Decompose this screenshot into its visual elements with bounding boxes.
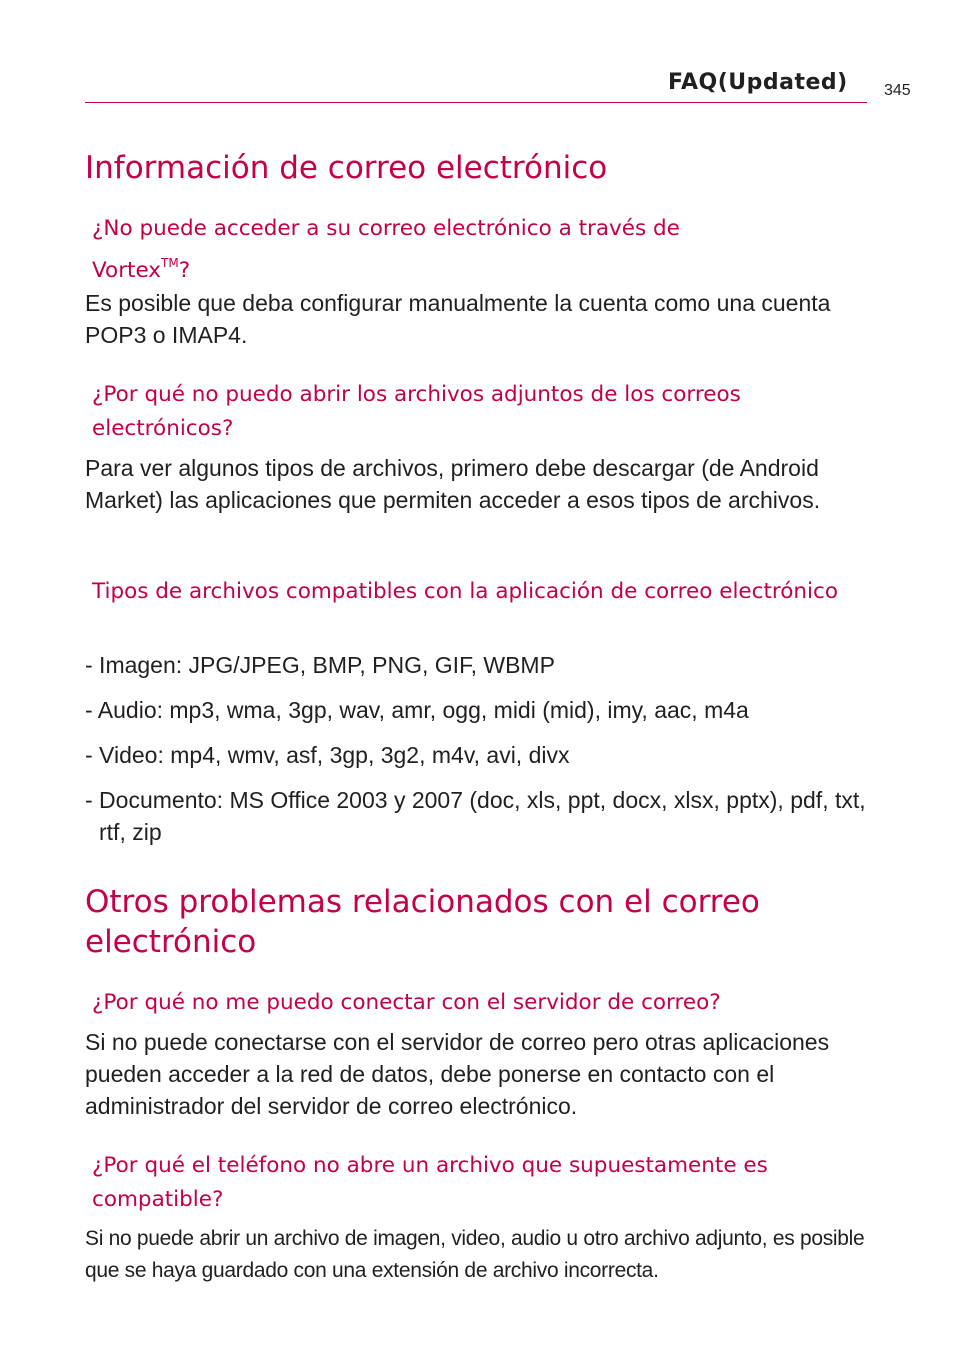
question-mail-server: ¿Por qué no me puedo conectar con el servidor de correo? <box>92 990 721 1015</box>
list-item: - Audio: mp3, wma, 3gp, wav, amr, ogg, midi (mid), imy, aac, m4a <box>85 697 749 723</box>
list-item: - Video: mp4, wmv, asf, 3gp, 3g2, m4v, avi, divx <box>85 742 570 768</box>
question-attachments: ¿Por qué no puedo abrir los archivos adjuntos de los correos electrónicos? <box>92 382 741 441</box>
question-file-not-opening: ¿Por qué el teléfono no abre un archivo que supuestamente es compatible? <box>92 1153 768 1212</box>
answer-mail-server: Si no puede conectarse con el servidor de correo pero otras aplicaciones pueden acceder a la red de datos, debe ponerse en contacto con el administrador del servidor de correo electrónico. <box>85 1029 830 1119</box>
list-item: - Imagen: JPG/JPEG, BMP, PNG, GIF, WBMP <box>85 652 555 678</box>
answer-file-not-opening: Si no puede abrir un archivo de imagen, video, audio u otro archivo adjunto, es posible que se haya guardado con una extensión de archivo incorrecta. <box>85 1227 865 1282</box>
trademark-mark: TM <box>161 256 179 270</box>
question-supported-file-types: Tipos de archivos compatibles con la aplicación de correo electrónico <box>92 579 838 604</box>
question-text-product: Vortex <box>92 258 162 283</box>
question-text: ¿No puede acceder a su correo electrónico a través de <box>92 216 680 241</box>
question-vortex-access <box>92 212 882 288</box>
answer-vortex-access: Es posible que deba configurar manualmente la cuenta como una cuenta POP3 o IMAP4. <box>85 290 831 348</box>
section-heading-other-problems: Otros problemas relacionados con el correo electrónico <box>85 884 760 960</box>
section-heading-email-info: Información de correo electrónico <box>85 150 608 186</box>
page-number: 345 <box>884 82 911 99</box>
question-mark: ? <box>178 258 191 283</box>
answer-attachments: Para ver algunos tipos de archivos, primero debe descargar (de Android Market) las aplicaciones que permiten acceder a esos tipos de archivos. <box>85 455 821 513</box>
header-divider <box>85 102 867 103</box>
header-title: FAQ(Updated) <box>668 70 848 95</box>
list-item: - Documento: MS Office 2003 y 2007 (doc, xls, ppt, docx, xlsx, pptx), pdf, txt, rtf, zip <box>85 787 866 845</box>
